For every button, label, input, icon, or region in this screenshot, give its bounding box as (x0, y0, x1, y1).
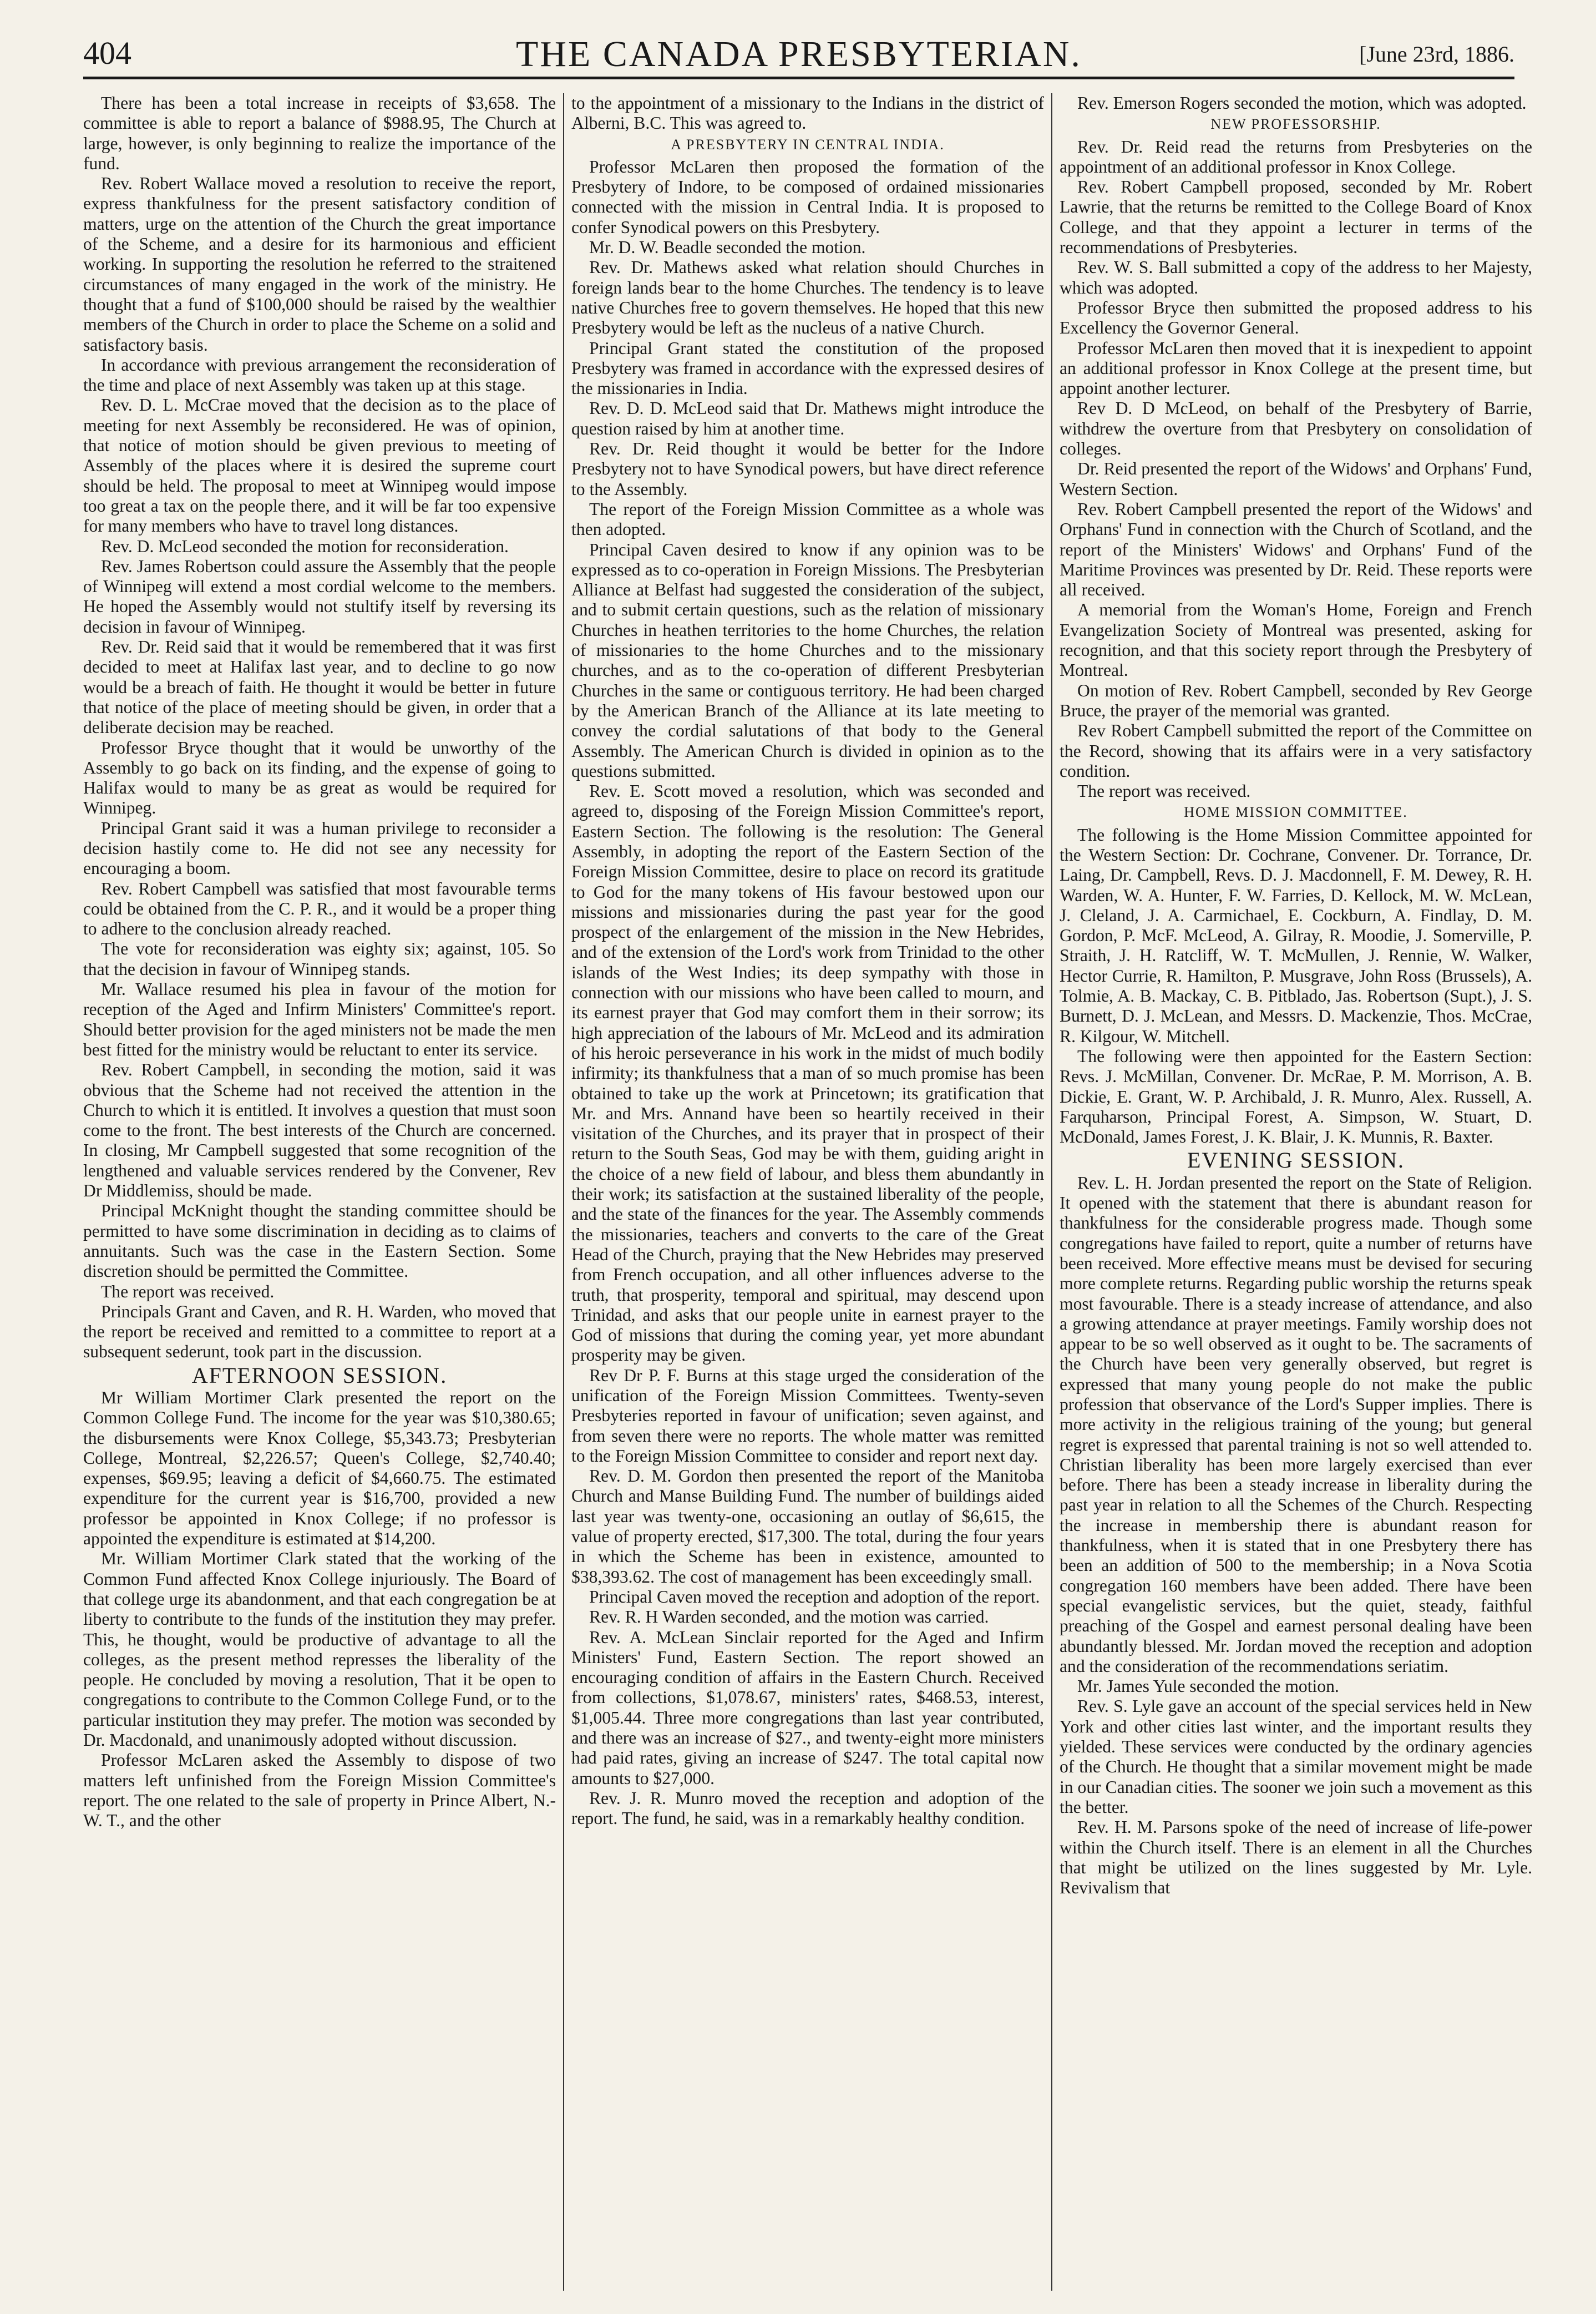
page-header (83, 33, 1514, 79)
paragraph: Rev. Robert Campbell presented the report of the Widows' and Orphans' Fund in connection with the Church of Scotland, and the report of the Ministers' Widows' and Orphans' Fund of the Maritime Provinces was presented by Dr. Reid. These reports were all received. (1060, 499, 1532, 600)
paragraph: Rev. Dr. Reid read the returns from Presbyteries on the appointment of an additional professor in Knox College. (1060, 137, 1532, 176)
paragraph: Principal Caven desired to know if any opinion was to be expressed as to co-operation in Foreign Missions. The Presbyterian Alliance at Belfast had suggested the consideration of the subject, and to submit certain questions, such as the relation of missionary Churches in heathen territories to the home Churches, the relation of missionaries to the home Churches and to the missionary churches, and as to the co-operation of different Presbyterian Churches in the same or contiguous territory. He had been charged by the American Branch of the Alliance at its late meeting to convey the cordial salutations of that body to the General Assembly. The American Church is divided in opinion as to the questions submitted. (571, 539, 1044, 781)
paragraph: Rev. D. M. Gordon then presented the report of the Manitoba Church and Manse Building Fund. The number of buildings aided last year was twenty-one, occasioning an outlay of $6,615, the value of property erected, $17,300. The total, during the four years in which the Scheme has been in existence, amounted to $38,393.62. The cost of management has been exceedingly small. (571, 1466, 1044, 1587)
paragraph: The report of the Foreign Mission Committee as a whole was then adopted. (571, 499, 1044, 539)
paragraph: Rev. E. Scott moved a resolution, which was seconded and agreed to, disposing of the Foreign Mission Committee's report, Eastern Section. The following is the resolution: The General Assembly, in adopting the report of the Eastern Section of the Foreign Mission Committee, desire to place on record its gratitude to God for the many tokens of His favour bestowed upon our missions and missionaries during the past year for the good prospect of the enlargement of the mission in the New Hebrides, and of the extension of the Lord's work from Trinidad to the other islands of the West Indies; its deep sympathy with those in connection with our missions who have been called to mourn, and its earnest prayer that God may comfort them in their sorrow; its high appreciation of the labours of Mr. McLeod and its admiration of his heroic perseverance in his work in the midst of much bodily infirmity; its thankfulness that a man of so much promise has been obtained to take up the work at Princetown; its gratification that Mr. and Mrs. Annand have been so heartily received in their visitation of the Churches, and its prayer that in prospect of their return to the South Seas, God may be with them, guiding aright in the choice of a new field of labour, and bless them abundantly in their work; its satisfaction at the sustained liberality of the people, and the state of the finances for the year. The Assembly commends the missionaries, teachers and converts to the care of the Great Head of the Church, praying that the New Hebrides may preserved from French occupation, and all other influences adverse to the truth, that prosperity, temporal and spiritual, may descend upon Trinidad, and asks that our people unite in earnest prayer to the God of missions that during the coming year, yet more abundant prosperity may be given. (571, 781, 1044, 1365)
paragraph: Principal Caven moved the reception and adoption of the report. (589, 1587, 1040, 1606)
column-rule (1051, 93, 1052, 2291)
paragraph: Principals Grant and Caven, and R. H. Warden, who moved that the report be received and remitted to a committee to report at a subsequent sederunt, took part in the discussion. (83, 1301, 556, 1362)
paragraph: Principal McKnight thought the standing committee should be permitted to have some discrimination in deciding as to claims of annuitants. Such was the case in the Eastern Section. Some discretion should be permitted the Committee. (83, 1201, 556, 1281)
paragraph: Rev. D. L. McCrae moved that the decision as to the place of meeting for next Assembly be reconsidered. He was of opinion, that notice of motion should be given previous to meeting of Assembly of the places where it is desired the supreme court should be held. The proposal to meet at Winnipeg would impose too great a tax on the people there, and it will be far too expensive for many members who have to travel long distances. (83, 395, 556, 536)
paragraph: There has been a total increase in receipts of $3,658. The committee is able to report a balance of $988.95, The Church at large, however, is only beginning to realize the importance of the fund. (83, 93, 556, 173)
page-number: 404 (83, 35, 131, 71)
paragraph: Professor McLaren then moved that it is inexpedient to appoint an additional professor in Knox College at the present time, but appoint another lecturer. (1060, 338, 1532, 398)
column-1 (83, 93, 556, 2291)
paragraph: Professor McLaren then proposed the formation of the Presbytery of Indore, to be composed of ordained missionaries connected with the mission in Central India. It is proposed to confer Synodical powers on this Presbytery. (571, 156, 1044, 237)
paragraph: Principal Grant stated the constitution of the proposed Presbytery was framed in accordance with the expressed desires of the missionaries in India. (571, 338, 1044, 398)
paragraph: Professor Bryce thought that it would be unworthy of the Assembly to go back on its finding, and the expense of going to Halifax would to many be as great as would be required for Winnipeg. (83, 737, 556, 818)
paragraph: Rev. Robert Campbell, in seconding the motion, said it was obvious that the Scheme had not received the attention in the Church to which it is entitled. It involves a question that must soon come to the front. The best interests of the Church are concerned. In closing, Mr Campbell suggested that some recognition of the lengthened and valuable services rendered by the Convener, Rev Dr Middlemiss, should be made. (83, 1060, 556, 1201)
paragraph: Mr. D. W. Beadle seconded the motion. (589, 238, 866, 257)
issue-date: [June 23rd, 1886. (1359, 42, 1514, 67)
paragraph: Rev. H. M. Parsons spoke of the need of increase of life-power within the Church itself. There is an element in all the Churches that might be utilized on the lines suggested by Mr. Lyle. Revivalism that (1060, 1817, 1532, 1898)
column-rule (563, 93, 564, 2291)
paragraph: Principal Grant said it was a human privilege to reconsider a decision hastily come to. He did not see any necessity for encouraging a boom. (83, 818, 556, 878)
column-3 (1060, 93, 1532, 2291)
paragraph: On motion of Rev. Robert Campbell, seconded by Rev George Bruce, the prayer of the memorial was granted. (1060, 680, 1532, 720)
section-heading: AFTERNOON SESSION. (191, 1362, 448, 1388)
paragraph: Rev. J. R. Munro moved the reception and adoption of the report. The fund, he said, was in a remarkably healthy condition. (571, 1788, 1044, 1828)
paragraph: Mr. James Yule seconded the motion. (1077, 1676, 1339, 1696)
paragraph: Rev. L. H. Jordan presented the report on the State of Religion. It opened with the statement that there is abundant reason for thankfulness for the considerable progress made. Though some congregations have failed to report, quite a number of returns have been received. More effective means must be devised for securing more complete returns. Regarding public worship the returns speak most favourable. There is a steady increase of attendance, and also a growing attendance at prayer meetings. Family worship does not appear to be so well observed as it ought to be. The sacraments of the Church have been very generally observed, but regret is expressed that many young people do not make the public profession that observance of the Lord's Supper implies. There is more activity in the religious training of the young; but general regret is expressed that parental training is not so well attended to. Christian liberality has been more largely exercised than ever before. There has been a steady increase in liberality during the past year in relation to all the Schemes of the Church. Respecting the increase in membership there is abundant reason for thankfulness, when it is stated that in one Presbytery there has been an addition of 500 to the membership; in a Nova Scotia congregation 160 members have been added. There have been special evangelistic services, but the quiet, steady, faithful preaching of the Gospel and earnest personal dealing have been abundantly blessed. Mr. Jordan moved the reception and adoption and the consideration of the recommendations seriatim. (1060, 1173, 1532, 1676)
paragraph: Rev. Robert Campbell was satisfied that most favourable terms could be obtained from the C. P. R., and it would be a proper thing to adhere to the conclusion already reached. (83, 878, 556, 939)
paragraph: Rev. D. D. McLeod said that Dr. Mathews might introduce the question raised by him at another time. (571, 398, 1044, 438)
paragraph: Mr. William Mortimer Clark stated that the working of the Common Fund affected Knox College injuriously. The Board of that college urge its abandonment, and that each congregation be at liberty to contribute to the funds of the institution they may prefer. This, he thought, would be productive of advantage to all the colleges, as the present method represses the liberality of the people. He concluded by moving a resolution, That it be open to congregations to contribute to the Common College Fund, or to the particular institution they may prefer. The motion was seconded by Dr. Macdonald, and unanimously adopted without discussion. (83, 1549, 556, 1750)
section-heading: A PRESBYTERY IN CENTRAL INDIA. (671, 136, 945, 153)
paragraph: Professor McLaren asked the Assembly to dispose of two matters left unfinished from the Foreign Mission Committee's report. The one related to the sale of property in Prince Albert, N.-W. T., and the other (83, 1750, 556, 1831)
masthead-title: THE CANADA PRESBYTERIAN. (516, 34, 1082, 74)
paragraph: Rev Dr P. F. Burns at this stage urged the consideration of the unification of the Foreign Mission Committees. Twenty-seven Presbyteries reported in favour of unification; seven against, and from seven there were no reports. The whole matter was remitted to the Foreign Mission Committee to consider and report next day. (571, 1365, 1044, 1466)
paragraph: to the appointment of a missionary to the Indians in the district of Alberni, B.C. This was agreed to. (571, 93, 1044, 133)
paragraph: In accordance with previous arrangement the reconsideration of the time and place of next Assembly was taken up at this stage. (83, 355, 556, 395)
section-heading: EVENING SESSION. (1187, 1148, 1405, 1173)
paragraph: The following is the Home Mission Committee appointed for the Western Section: Dr. Cochrane, Convener. Dr. Torrance, Dr. Laing, Dr. Campbell, Revs. D. J. Macdonnell, F. M. Dewey, R. H. Warden, W. A. Hunter, F. W. Farries, D. Kellock, M. W. McLean, J. Cleland, J. A. Carmichael, E. Cockburn, A. Findlay, D. M. Gordon, P. McF. McLeod, A. Gilray, R. Moodie, J. Somerville, P. Straith, J. H. Ratcliff, W. T. McMullen, J. Rennie, W. Walker, Hector Currie, R. Hamilton, P. Musgrave, John Ross (Brussels), A. Tolmie, A. B. Mackay, C. B. Pitblado, Jas. Robertson (Supt.), J. S. Burnett, D. J. McLean, and Messrs. D. Mackenzie, Thos. McCrae, R. Kilgour, W. Mitchell. (1060, 825, 1532, 1046)
paragraph: Rev. D. McLeod seconded the motion for reconsideration. (101, 536, 509, 556)
column-2 (571, 93, 1044, 2291)
paragraph: Rev. S. Lyle gave an account of the special services held in New York and other cities last winter, and the important results they yielded. These services were conducted by the ordinary agencies of the Church. He thought that a similar movement might be made in our Canadian cities. The sooner we join such a movement as this the better. (1060, 1696, 1532, 1817)
paragraph: The following were then appointed for the Eastern Section: Revs. J. McMillan, Convener. Dr. McRae, P. M. Morrison, A. B. Dickie, E. Grant, W. P. Archibald, J. R. Munro, Alex. Russell, A. Farquharson, Principal Forest, A. Simpson, W. Stuart, D. McDonald, James Forest, J. K. Blair, J. K. Munnis, R. Baxter. (1060, 1046, 1532, 1147)
paragraph: Rev. W. S. Ball submitted a copy of the address to her Majesty, which was adopted. (1060, 257, 1532, 297)
section-heading: HOME MISSION COMMITTEE. (1184, 804, 1408, 821)
paragraph: Rev D. D McLeod, on behalf of the Presbytery of Barrie, withdrew the overture from that Presbytery on consolidation of colleges. (1060, 398, 1532, 459)
paragraph: Rev. Dr. Mathews asked what relation should Churches in foreign lands bear to the home Churches. The tendency is to leave native Churches free to govern themselves. He hoped that this new Presbytery would be left as the nucleus of a native Church. (571, 257, 1044, 338)
paragraph: Rev. Dr. Reid said that it would be remembered that it was first decided to meet at Halifax last year, and to decline to go now would be a breach of faith. He thought it would be better in future that notice of the place of meeting should be given, in order that a deliberate decision may be reached. (83, 637, 556, 737)
paragraph: Dr. Reid presented the report of the Widows' and Orphans' Fund, Western Section. (1060, 459, 1532, 499)
paragraph: Mr. Wallace resumed his plea in favour of the motion for reception of the Aged and Infirm Ministers' Committee's report. Should better provision for the aged ministers not be made the men best fitted for the ministry would be reluctant to enter its service. (83, 979, 556, 1059)
paragraph: Rev. Emerson Rogers seconded the motion, which was adopted. (1077, 93, 1527, 113)
paragraph: Rev. A. McLean Sinclair reported for the Aged and Infirm Ministers' Fund, Eastern Section. The report showed an encouraging condition of affairs in the Eastern Church. Received from collections, $1,078.67, ministers' rates, $468.53, interest, $1,005.44. Three more congregations than last year contributed, and there was an increase of $27., and twenty-eight more ministers had paid rates, giving an increase of $247. The total capital now amounts to $27,000. (571, 1627, 1044, 1788)
section-heading: NEW PROFESSORSHIP. (1210, 116, 1381, 133)
paragraph: Rev. Dr. Reid thought it would be better for the Indore Presbytery not to have Synodical powers, but have direct reference to the Assembly. (571, 439, 1044, 499)
paragraph: The report was received. (1077, 781, 1251, 801)
paragraph: The report was received. (101, 1281, 275, 1301)
paragraph: Rev. James Robertson could assure the Assembly that the people of Winnipeg will extend a most cordial welcome to the members. He hoped the Assembly would not stultify itself by reversing its decision in favour of Winnipeg. (83, 556, 556, 636)
paragraph: Rev. Robert Campbell proposed, seconded by Mr. Robert Lawrie, that the returns be remitted to the College Board of Knox College, and that they appoint a lecturer in terms of the recommendations of Presbyteries. (1060, 177, 1532, 257)
paragraph: Professor Bryce then submitted the proposed address to his Excellency the Governor General. (1060, 297, 1532, 338)
paragraph: Mr William Mortimer Clark presented the report on the Common College Fund. The income for the year was $10,380.65; the disbursements were Knox College, $5,343.73; Presbyterian College, Montreal, $2,226.57; Queen's College, $2,740.40; expenses, $69.95; leaving a deficit of $4,660.75. The estimated expenditure for the current year is $16,700, provided a new professor be appointed in Knox College; if no professor is appointed the expenditure is estimated at $14,200. (83, 1388, 556, 1549)
paragraph: Rev. Robert Wallace moved a resolution to receive the report, express thankfulness for the present satisfactory condition of matters, urge on the attention of the Church the great importance of the Scheme, and a desire for its harmonious and efficient working. In supporting the resolution he referred to the straitened circumstances of many engaged in the work of the ministry. He thought that a fund of $100,000 should be raised by the wealthier members of the Church in order to place the Scheme on a solid and satisfactory basis. (83, 174, 556, 355)
paragraph: The vote for reconsideration was eighty six; against, 105. So that the decision in favour of Winnipeg stands. (83, 939, 556, 979)
paragraph: A memorial from the Woman's Home, Foreign and French Evangelization Society of Montreal was presented, asking for recognition, and that this society report through the Presbytery of Montreal. (1060, 600, 1532, 680)
paragraph: Rev Robert Campbell submitted the report of the Committee on the Record, showing that its affairs were in a very satisfactory condition. (1060, 721, 1532, 781)
paragraph: Rev. R. H Warden seconded, and the motion was carried. (589, 1607, 989, 1627)
